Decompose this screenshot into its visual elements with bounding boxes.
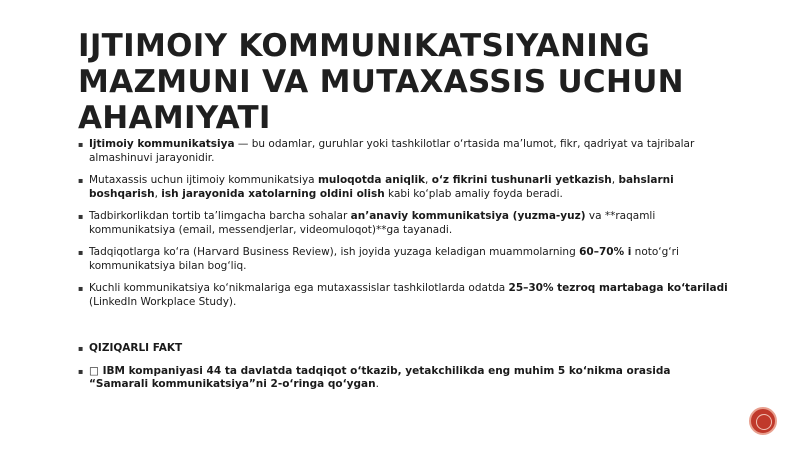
text: Tadbirkorlikdan tortib ta’limgacha barcha sohalar xyxy=(89,210,351,222)
bullet-list xyxy=(78,138,728,401)
bullet-fact-heading xyxy=(78,342,728,356)
bold-text: 60–70% i xyxy=(579,246,632,258)
bold-text: □ IBM kompaniyasi 44 ta davlatda tadqiqot o‘tkazib, yetakchilikda eng muhim 5 ko‘nikma orasida “Samarali kommunikatsiya”ni 2-o‘ringa qo‘ygan xyxy=(89,364,671,390)
title-line-1: IJTIMOIY KOMMUNIKATSIYANING xyxy=(78,28,651,64)
bullet-definition-bold: Ijtimoiy kommunikatsiya xyxy=(89,138,235,150)
text: , xyxy=(611,174,619,186)
bullet-research xyxy=(78,246,728,273)
text: va **raqamli kommunikatsiya (email, messendjerlar, videomuloqot)**ga tayanadi. xyxy=(89,210,656,236)
text: Mutaxassis uchun ijtimoiy kommunikatsiya xyxy=(89,174,318,186)
bold-text: bahslarni boshqarish xyxy=(89,174,674,200)
bold-text: o‘z fikrini tushunarli yetkazish xyxy=(431,174,612,186)
bold-text: QIZIQARLI FAKT xyxy=(89,342,183,354)
text: Tadqiqotlarga ko‘ra (Harvard Business Review), ish joyida yuzaga keladigan muammolarning xyxy=(89,246,580,258)
bold-text: ish jarayonida xatolarning oldini olish xyxy=(161,187,385,200)
bullet-benefits xyxy=(78,174,728,201)
bullet-ibm-fact xyxy=(78,365,728,392)
bold-text: 25–30% tezroq martabaga ko‘tariladi xyxy=(508,282,728,294)
logo-inner-ring xyxy=(756,414,772,430)
bullet-career xyxy=(78,282,728,309)
bullet-channels xyxy=(78,210,728,237)
text: , xyxy=(425,174,432,186)
text: Kuchli kommunikatsiya ko‘nikmalariga ega mutaxassislar tashkilotlarda odatda xyxy=(89,282,509,294)
text: . xyxy=(375,378,379,390)
text: kabi ko‘plab amaliy foyda beradi. xyxy=(384,187,563,200)
title-line-2: MAZMUNI VA MUTAXASSIS UCHUN xyxy=(78,64,684,100)
title-line-3: AHAMIYATI xyxy=(78,100,271,136)
bold-text: muloqotda aniqlik xyxy=(317,174,426,186)
text: noto‘g‘ri kommunikatsiya bilan bog‘liq. xyxy=(89,246,679,272)
bullet-definition-text: — bu odamlar, guruhlar yoki tashkilotlar o‘rtasida ma’lumot, fikr, qadriyat va tajribalar almashinuvi jarayonidir. xyxy=(89,138,695,164)
slide-logo-icon xyxy=(749,407,777,435)
bold-text: an’anaviy kommunikatsiya (yuzma-yuz) xyxy=(350,210,586,222)
text: , xyxy=(154,187,162,200)
bullet-definition xyxy=(78,138,728,165)
slide-title xyxy=(78,28,738,136)
text: (LinkedIn Workplace Study). xyxy=(89,295,237,308)
